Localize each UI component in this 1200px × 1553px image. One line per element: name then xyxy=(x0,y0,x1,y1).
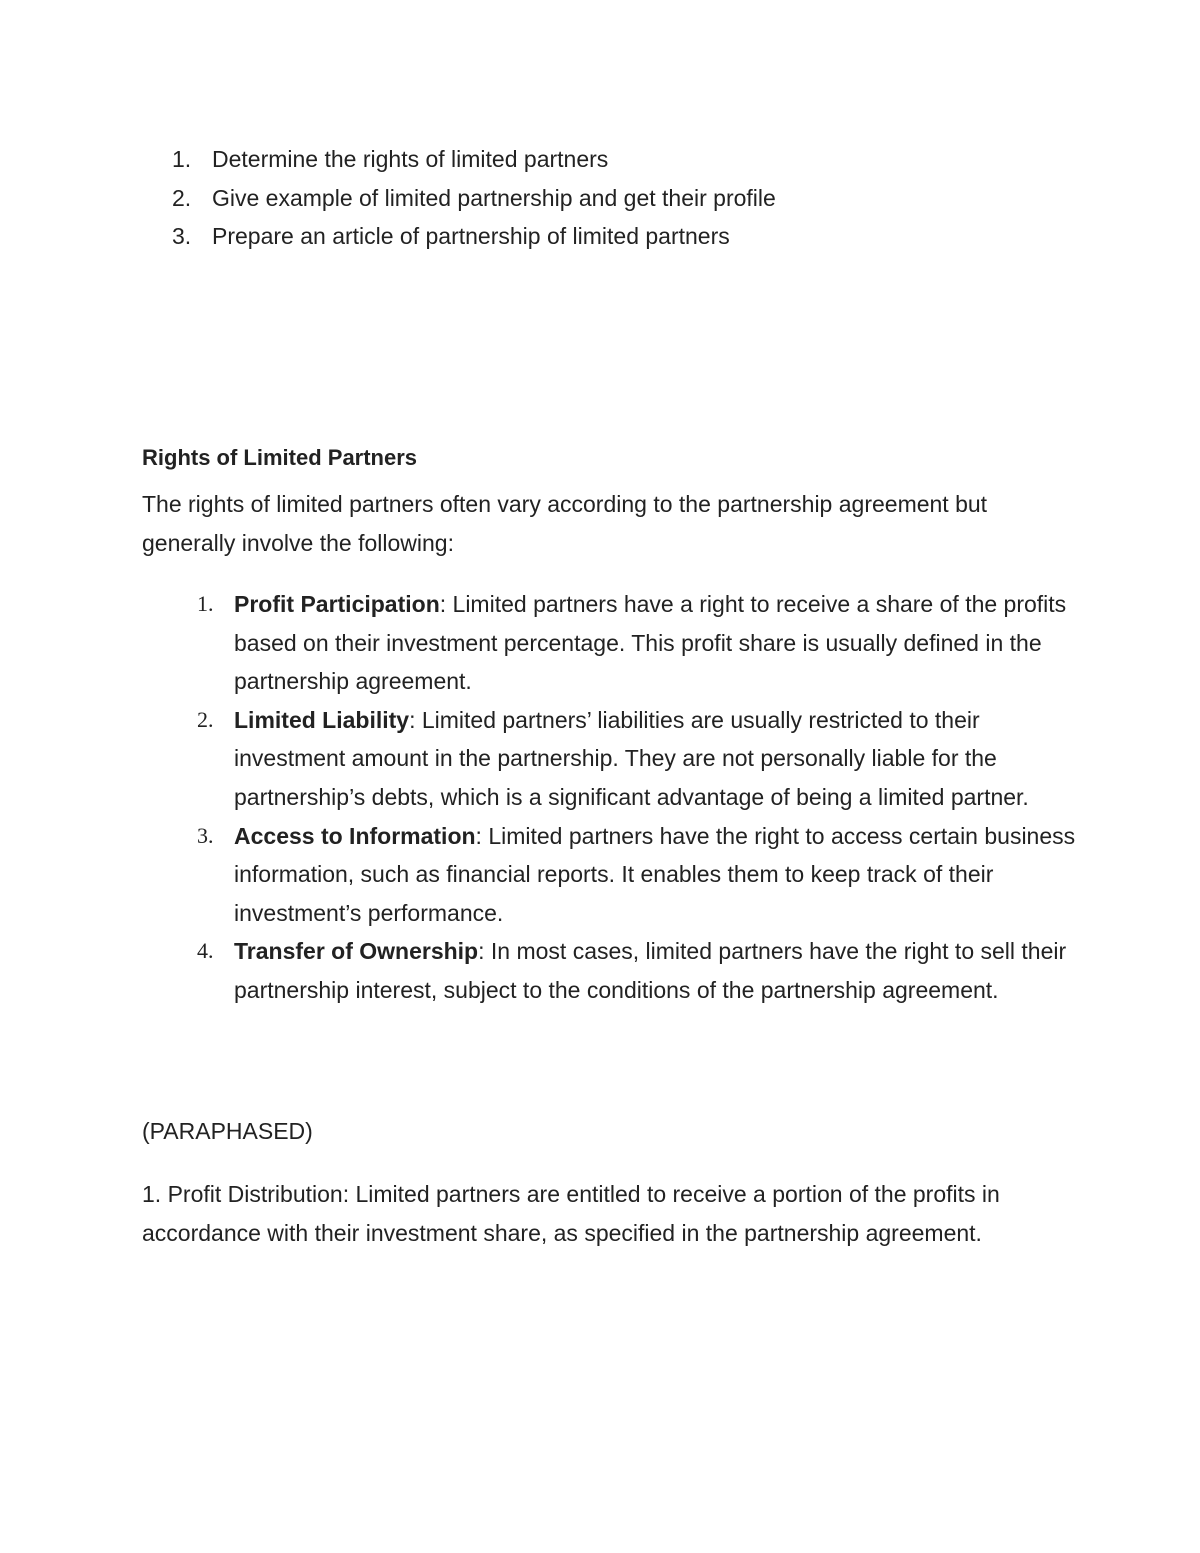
rights-item-body: : Limited partners’ liabilities are usually restricted to their investment amount in the partnership. They are not personally liable for the partnership’s debts, which is a significant advantage of being a limited partner. xyxy=(234,706,1029,810)
task-item xyxy=(172,217,776,256)
rights-item xyxy=(197,701,1077,817)
rights-item-title: Profit Participation xyxy=(234,591,440,617)
task-item xyxy=(172,140,776,179)
rights-item-body: : In most cases, limited partners have the right to sell their partnership interest, subject to the conditions of the partnership agreement. xyxy=(234,938,1067,1003)
rights-item-title: Transfer of Ownership xyxy=(234,938,479,965)
paraphased-label: (PARAPHASED) xyxy=(142,1118,313,1144)
rights-item-body: : Limited partners have a right to receive a share of the profits based on their investment percentage. This profit share is usually defined in the partnership agreement. xyxy=(234,591,1067,695)
rights-item xyxy=(197,585,1077,701)
task-item xyxy=(172,179,776,218)
rights-item-number: 1. xyxy=(197,591,214,616)
rights-item-title: Access to Information xyxy=(234,822,476,849)
task-text: Prepare an article of partnership of limited partners xyxy=(212,223,730,249)
section-heading: Rights of Limited Partners xyxy=(142,445,418,470)
task-text: Give example of limited partnership and get their profile xyxy=(212,184,776,211)
intro-paragraph: The rights of limited partners often vary according to the partnership agreement but generally involve the following: xyxy=(142,491,988,556)
task-number: 3. xyxy=(172,223,192,249)
task-number: 2. xyxy=(172,184,192,211)
rights-item-number: 4. xyxy=(197,938,214,964)
rights-item-body: : Limited partners have the right to access certain business information, such as financial reports. It enables them to keep track of their investment’s performance. xyxy=(234,822,1076,926)
rights-item xyxy=(197,932,1077,1009)
task-list xyxy=(172,140,776,256)
task-text: Determine the rights of limited partners xyxy=(212,146,609,172)
rights-item xyxy=(197,817,1077,933)
rights-list xyxy=(197,585,1077,1010)
rights-item-number: 2. xyxy=(197,706,214,732)
task-number: 1. xyxy=(172,146,192,172)
rights-item-title: Limited Liability xyxy=(234,706,410,733)
rights-item-number: 3. xyxy=(197,822,214,848)
paraphased-paragraph: 1. Profit Distribution: Limited partners are entitled to receive a portion of the profits in accordance with their investment share, as specified in the partnership agreement. xyxy=(142,1181,1000,1246)
